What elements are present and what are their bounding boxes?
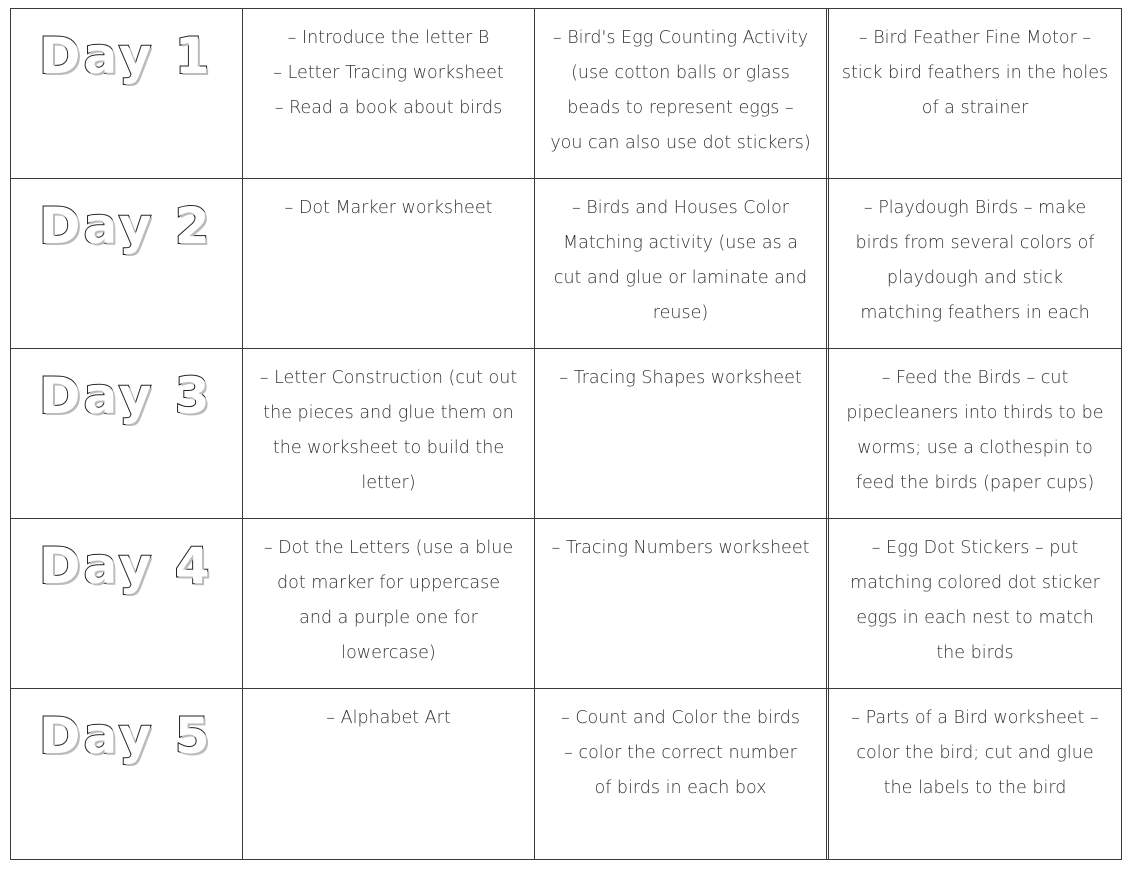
letter-activity-cell [243, 179, 535, 348]
table-row-day-5 [11, 689, 1121, 859]
day-label: Day 1 [39, 27, 213, 85]
motor-activity-cell [829, 689, 1121, 859]
day-label: Day 4 [39, 537, 213, 595]
letter-activity-cell [243, 519, 535, 688]
letter-activity-text: – Alphabet Art [326, 708, 451, 728]
motor-activity-text: – Egg Dot Stickers – put matching colored dot sticker eggs in each nest to match the birds [850, 538, 1100, 663]
math-activity-text: – Tracing Shapes worksheet [559, 368, 802, 388]
math-activity-text: – Bird's Egg Counting Activity (use cotton balls or glass beads to represent eggs – you can also use dot stickers) [550, 28, 811, 153]
day-cell [11, 9, 243, 178]
math-activity-text: – Tracing Numbers worksheet [551, 538, 810, 558]
day-label: Day 3 [39, 367, 213, 425]
math-activity-cell [535, 519, 829, 688]
math-activity-text: – Count and Color the birds – color the correct number of birds in each box [561, 708, 800, 798]
letter-activity-cell [243, 349, 535, 518]
motor-activity-text: – Parts of a Bird worksheet – color the bird; cut and glue the labels to the bird [851, 708, 1099, 798]
table-row-day-4 [11, 519, 1121, 689]
day-cell [11, 179, 243, 348]
table-row-day-1 [11, 9, 1121, 179]
letter-activity-text: – Introduce the letter B – Letter Tracing worksheet – Read a book about birds [273, 28, 504, 118]
letter-activity-text: – Dot Marker worksheet [284, 198, 493, 218]
math-activity-cell [535, 689, 829, 859]
motor-activity-text: – Feed the Birds – cut pipecleaners into thirds to be worms; use a clothespin to feed the birds (paper cups) [846, 368, 1104, 493]
table-row-day-3 [11, 349, 1121, 519]
motor-activity-text: – Bird Feather Fine Motor – stick bird feathers in the holes of a strainer [841, 28, 1109, 118]
letter-activity-cell [243, 9, 535, 178]
letter-activity-text: – Dot the Letters (use a blue dot marker for uppercase and a purple one for lowercase) [263, 538, 514, 663]
math-activity-cell [535, 9, 829, 178]
day-label: Day 5 [39, 707, 213, 765]
motor-activity-cell [829, 519, 1121, 688]
day-cell [11, 349, 243, 518]
math-activity-cell [535, 349, 829, 518]
motor-activity-text: – Playdough Birds – make birds from several colors of playdough and stick matching feathers in each [855, 198, 1095, 323]
day-cell [11, 519, 243, 688]
motor-activity-cell [829, 9, 1121, 178]
day-cell [11, 689, 243, 859]
lesson-plan-table [10, 8, 1122, 860]
math-activity-cell [535, 179, 829, 348]
table-row-day-2 [11, 179, 1121, 349]
math-activity-text: – Birds and Houses Color Matching activity (use as a cut and glue or laminate and reuse) [553, 198, 808, 323]
motor-activity-cell [829, 179, 1121, 348]
letter-activity-cell [243, 689, 535, 859]
motor-activity-cell [829, 349, 1121, 518]
letter-activity-text: – Letter Construction (cut out the pieces and glue them on the worksheet to build the letter) [259, 368, 518, 493]
day-label: Day 2 [39, 197, 213, 255]
